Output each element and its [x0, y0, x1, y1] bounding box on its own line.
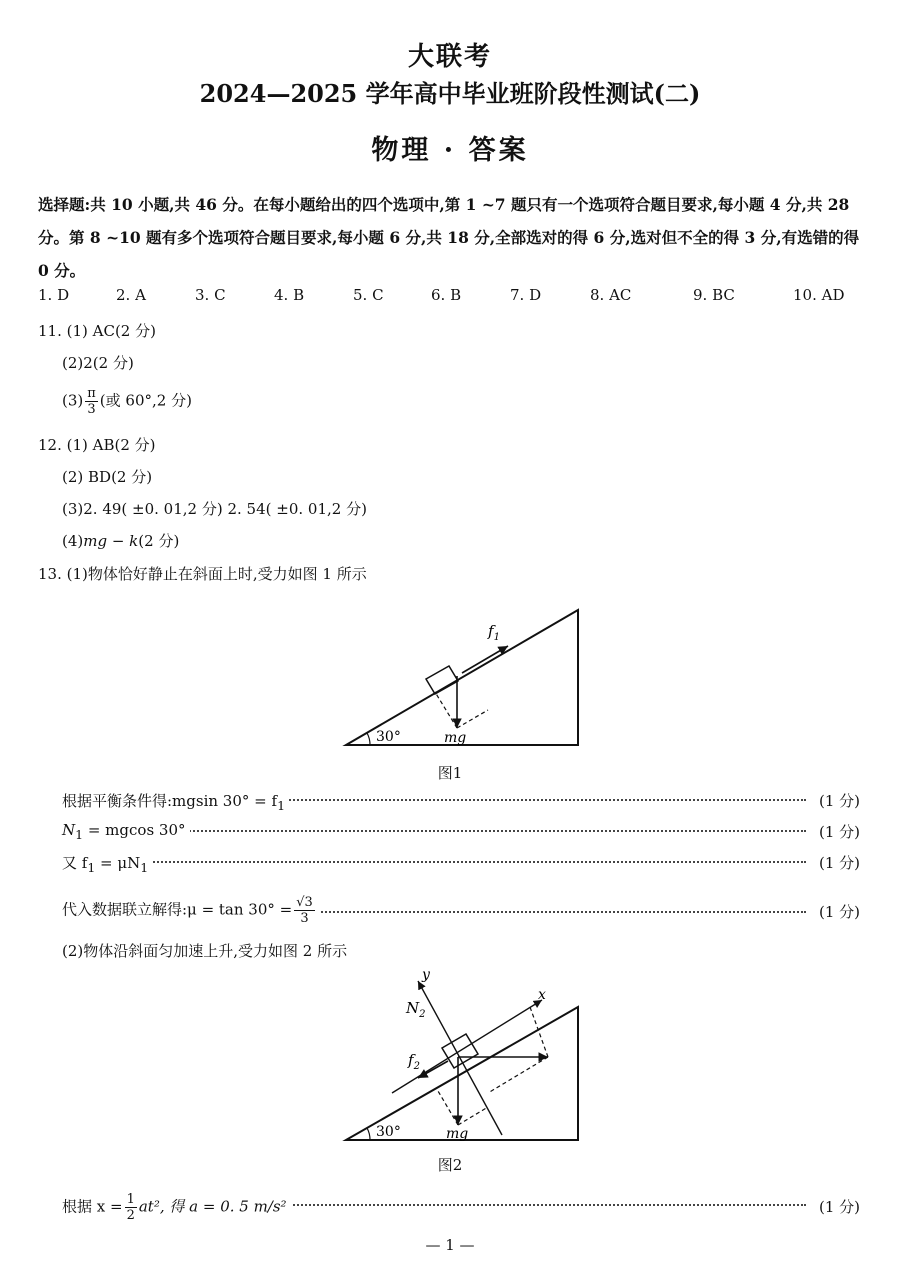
incline-triangle	[346, 610, 578, 745]
equation	[62, 1192, 291, 1223]
choice-answer: 4. B	[274, 286, 305, 304]
angle-label: 30°	[376, 729, 401, 745]
x-axis-label: x	[538, 987, 546, 1003]
equation-text: = μN	[95, 854, 141, 872]
dashed-component	[457, 710, 488, 728]
equation	[62, 790, 289, 813]
q11-part3-prefix: (3)	[62, 391, 84, 410]
half-fraction	[125, 1192, 137, 1223]
choice-answers	[38, 286, 864, 310]
score-label: (1 分)	[815, 901, 860, 922]
angle-label: 30°	[376, 1124, 401, 1140]
equation-subscript: 1	[140, 860, 149, 875]
fraction-denominator: 2	[126, 1208, 135, 1223]
choice-answer: 9. BC	[693, 286, 735, 304]
dashed-component	[438, 1091, 458, 1125]
mg-label: mg	[444, 730, 467, 746]
score-label: (1 分)	[815, 1196, 860, 1217]
q11-part3	[62, 386, 192, 417]
fraction-denominator: 3	[300, 911, 309, 926]
equation	[62, 821, 190, 842]
dashed-component	[458, 1107, 488, 1125]
q13-part2-intro: (2)物体沿斜面匀加速上升,受力如图 2 所示	[62, 942, 348, 960]
q12-part4-prefix: (4)	[62, 532, 84, 550]
fraction-numerator: √3	[296, 895, 313, 910]
equation-row	[62, 852, 860, 876]
fraction-denominator: 3	[87, 402, 96, 417]
choice-answer: 3. C	[195, 286, 226, 304]
choice-section-intro: 选择题:共 10 小题,共 46 分。在每小题给出的四个选项中,第 1 ~7 题只有一个选项符合题目要求,每小题 4 分,共 28 分。第 8 ~10 题有多个选项符合题目要求,每小题 6 分,共 18 分,全部选对的得 6 分,选对但不全的得 3 分,有选错的得 0 分。	[38, 195, 860, 280]
score-label: (1 分)	[815, 821, 860, 842]
q12-part1: 12. (1) AB(2 分)	[38, 436, 156, 454]
angle-arc	[367, 733, 370, 745]
equation-text: N	[62, 821, 76, 839]
q11-part1: 11. (1) AC(2 分)	[38, 322, 156, 340]
equation-text: 根据平衡条件得:mgsin 30° = f	[62, 792, 278, 810]
exam-subtitle: 2024—2025 学年高中毕业班阶段性测试(二)	[199, 79, 701, 108]
dashed-component	[488, 1057, 548, 1093]
f1-label: $f_1$	[488, 622, 500, 643]
equation-row	[62, 790, 860, 814]
fraction-numerator: 1	[126, 1192, 135, 1207]
equation-subscript: 1	[87, 860, 96, 875]
subject-heading: 物理 · 答案	[371, 135, 529, 166]
equation-text: = mgcos 30°	[83, 821, 186, 839]
friction-arrow	[462, 646, 508, 673]
q11-part2: (2)2(2 分)	[62, 354, 134, 372]
choice-answer: 6. B	[431, 286, 462, 304]
choice-answer: 1. D	[38, 286, 70, 304]
figure-2-caption: 图2	[437, 1156, 463, 1174]
q11-part3-suffix: (或 60°,2 分)	[99, 391, 192, 410]
y-axis-label: y	[422, 967, 430, 983]
q12-part4-expression: mg − k	[83, 532, 139, 550]
equation	[62, 852, 152, 875]
mg-label: mg	[446, 1126, 469, 1142]
score-label: (1 分)	[815, 790, 860, 811]
dashed-component	[435, 692, 457, 728]
equation-text: 根据 x =	[62, 1197, 123, 1216]
page-number: — 1 —	[425, 1236, 475, 1254]
f2-label: $f_2$	[408, 1051, 420, 1072]
figure-1-caption: 图1	[437, 764, 463, 782]
equation-row	[62, 821, 860, 845]
choice-answer: 7. D	[510, 286, 542, 304]
leader-dots	[62, 861, 806, 863]
equation-subscript: 1	[277, 798, 286, 813]
choice-answer: 8. AC	[590, 286, 632, 304]
choice-answer: 5. C	[353, 286, 384, 304]
sqrt3-over-3-fraction	[294, 895, 315, 926]
friction-arrow	[418, 1061, 448, 1078]
choice-answer: 2. A	[116, 286, 146, 304]
q12-part4-suffix: (2 分)	[138, 532, 180, 550]
score-label: (1 分)	[815, 852, 860, 873]
equation-text: 代入数据联立解得:μ = tan 30° =	[62, 900, 293, 919]
angle-arc	[367, 1128, 370, 1140]
exam-title: 大联考	[407, 42, 492, 72]
figure-2-incline-diagram	[330, 965, 590, 1145]
q13-part1-intro: 13. (1)物体恰好静止在斜面上时,受力如图 1 所示	[38, 565, 367, 583]
equation-subscript: 1	[75, 827, 84, 842]
fraction-numerator: π	[87, 386, 96, 401]
equation-row	[62, 1192, 860, 1224]
equation	[62, 895, 321, 926]
q12-part3: (3)2. 49( ±0. 01,2 分) 2. 54( ±0. 01,2 分)	[62, 500, 367, 518]
equation-row	[62, 893, 860, 925]
n2-label: $N_2$	[406, 999, 426, 1020]
q12-part4	[62, 530, 179, 551]
equation-text: 又 f	[62, 854, 88, 872]
figure-1-incline-diagram	[330, 600, 590, 755]
choice-answer: 10. AD	[793, 286, 845, 304]
q11-fraction	[85, 386, 98, 417]
incline-triangle	[346, 1007, 578, 1140]
equation-text: at², 得 a = 0. 5 m/s²	[138, 1197, 287, 1216]
q12-part2: (2) BD(2 分)	[62, 468, 153, 486]
block	[426, 666, 458, 694]
